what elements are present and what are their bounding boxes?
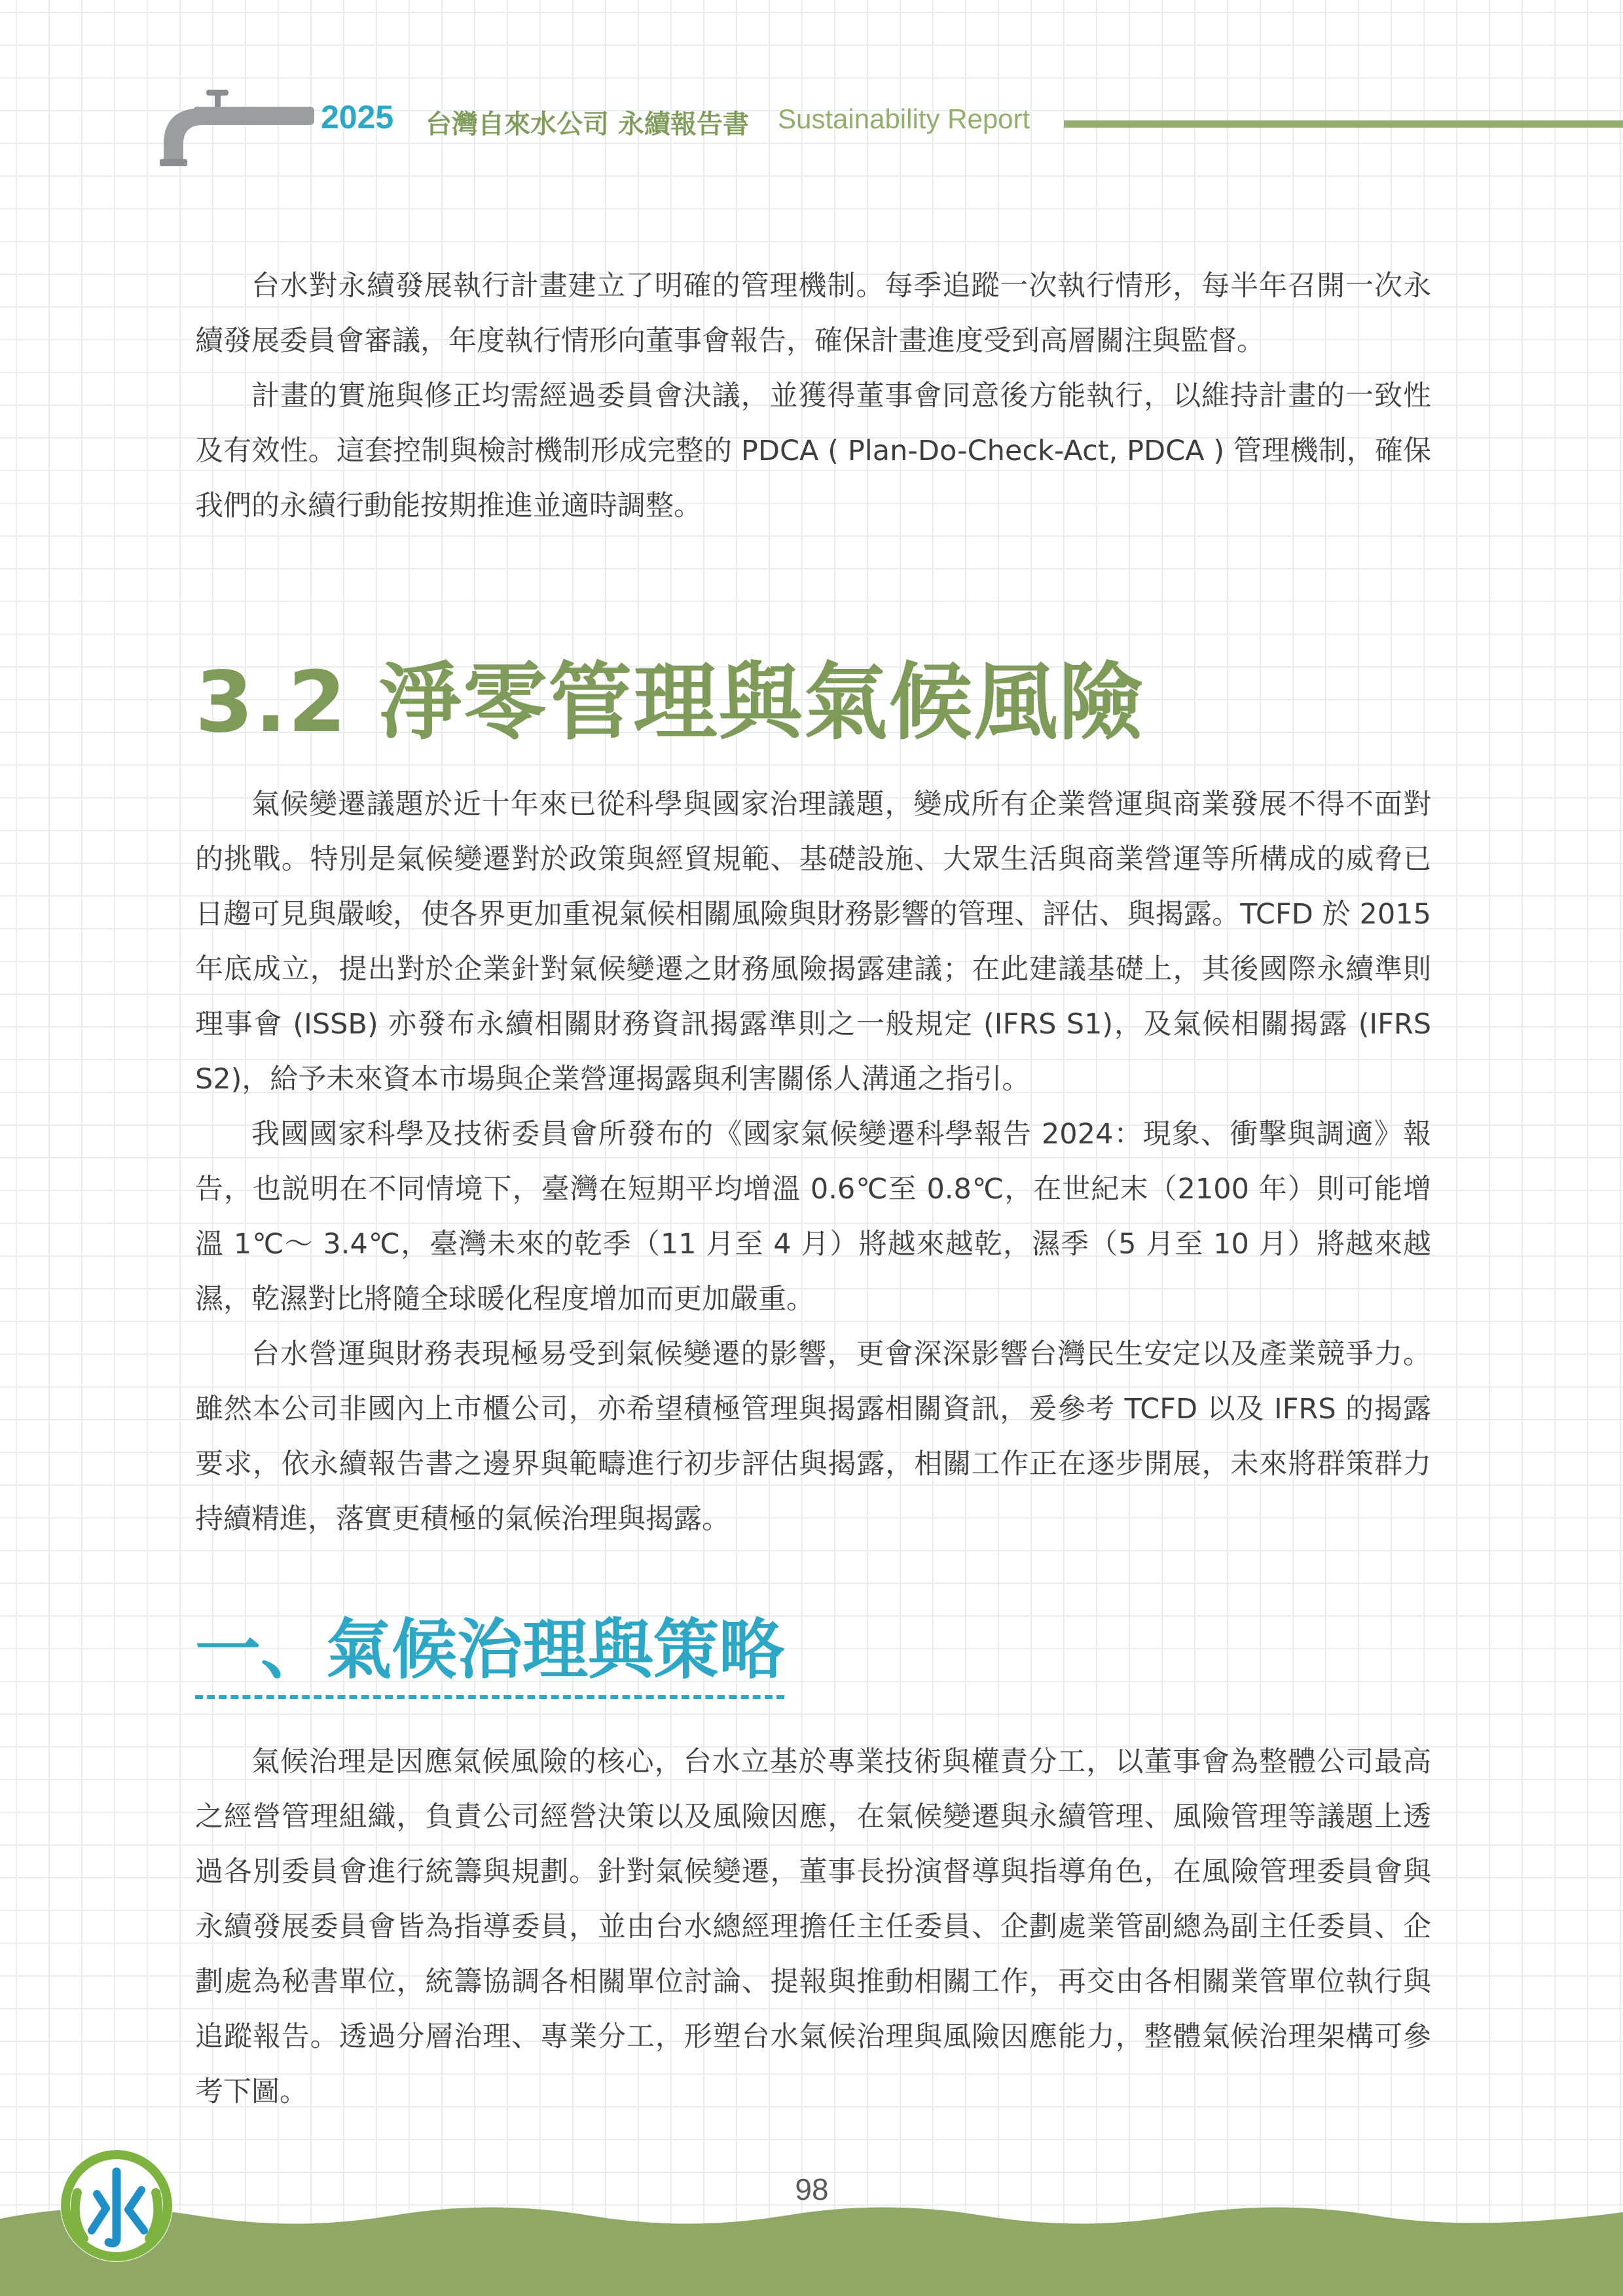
section-paragraph-2: 我國國家科學及技術委員會所發布的《國家氣候變遷科學報告 2024：現象、衝擊與調適》報告，也説明在不同情境下，臺灣在短期平均增溫 0.6℃至 0.8℃，在世紀末（2100 年）則可能增溫 1℃～ 3.4℃，臺灣未來的乾季（11 月至 4 月）將越來越乾，濕季（5 月至 10 月）將越來越濕，乾濕對比將隨全球暖化程度增加而更加嚴重。 — [195, 1118, 1431, 1316]
report-year: 2025 — [321, 99, 394, 135]
section-paragraph-3: 台水營運與財務表現極易受到氣候變遷的影響，更會深深影響台灣民生安定以及產業競爭力。雖然本公司非國內上市櫃公司，亦希望積極管理與揭露相關資訊，爰參考 TCFD 以及 IFRS 的揭露要求，依永續報告書之邊界與範疇進行初步評估與揭露，相關工作正在逐步開展，未來將群策群力持續精進，落實更積極的氣候治理與揭露。 — [195, 1338, 1431, 1535]
subsection-paragraph-1: 氣候治理是因應氣候風險的核心，台水立基於專業技術與權責分工，以董事會為整體公司最高之經營管理組織，負責公司經營決策以及風險因應，在氣候變遷與永續管理、風險管理等議題上透過各別委員會進行統籌與規劃。針對氣候變遷，董事長扮演督導與指導角色，在風險管理委員會與永續發展委員會皆為指導委員，並由台水總經理擔任主任委員、企劃處業管副總為副主任委員、企劃處為秘書單位，統籌協調各相關單位討論、提報與推動相關工作，再交由各相關業管單位執行與追蹤報告。透過分層治理、專業分工，形塑台水氣候治理與風險因應能力，整體氣候治理架構可參考下圖。 — [195, 1746, 1431, 2108]
subsection-body — [195, 1734, 1431, 2119]
report-title: 台灣自來水公司 永續報告書 — [426, 109, 749, 139]
intro-text — [195, 259, 1431, 533]
header-divider — [1064, 120, 1623, 128]
intro-paragraph-1: 台水對永續發展執行計畫建立了明確的管理機制。每季追蹤一次執行情形，每半年召開一次永續發展委員會審議，年度執行情形向董事會報告，確保計畫進度受到高層關注與監督。 — [195, 270, 1431, 357]
faucet-icon — [157, 82, 314, 173]
intro-paragraph-2: 計畫的實施與修正均需經過委員會決議，並獲得董事會同意後方能執行，以維持計畫的一致性及有效性。這套控制與檢討機制形成完整的 PDCA ( Plan-Do-Check-Act, PDCA ) 管理機制，確保我們的永續行動能按期推進並適時調整。 — [195, 380, 1431, 522]
page-number: 98 — [795, 2172, 829, 2206]
footer-wave — [0, 2199, 1623, 2296]
report-subtitle: Sustainability Report — [778, 103, 1030, 134]
section-body — [195, 777, 1431, 1547]
report-header — [0, 72, 1623, 164]
subsection-title: 一、氣候治理與策略 — [195, 1597, 784, 1699]
section-paragraph-1: 氣候變遷議題於近十年來已從科學與國家治理議題，變成所有企業營運與商業發展不得不面對的挑戰。特別是氣候變遷對於政策與經貿規範、基礎設施、大眾生活與商業營運等所構成的威脅已日趨可見與嚴峻，使各界更加重視氣候相關風險與財務影響的管理、評估、與揭露。TCFD 於 2015 年底成立，提出對於企業針對氣候變遷之財務風險揭露建議；在此建議基礎上，其後國際永續準則理事會 (ISSB) 亦發布永續相關財務資訊揭露準則之一般規定 (IFRS S1)，及氣候相關揭露 (IFRS S2)，給予未來資本市場與企業營運揭露與利害關係人溝通之指引。 — [195, 788, 1431, 1096]
taiwan-water-logo — [58, 2147, 175, 2265]
section-title: 3.2 淨零管理與氣候風險 — [195, 654, 1144, 751]
